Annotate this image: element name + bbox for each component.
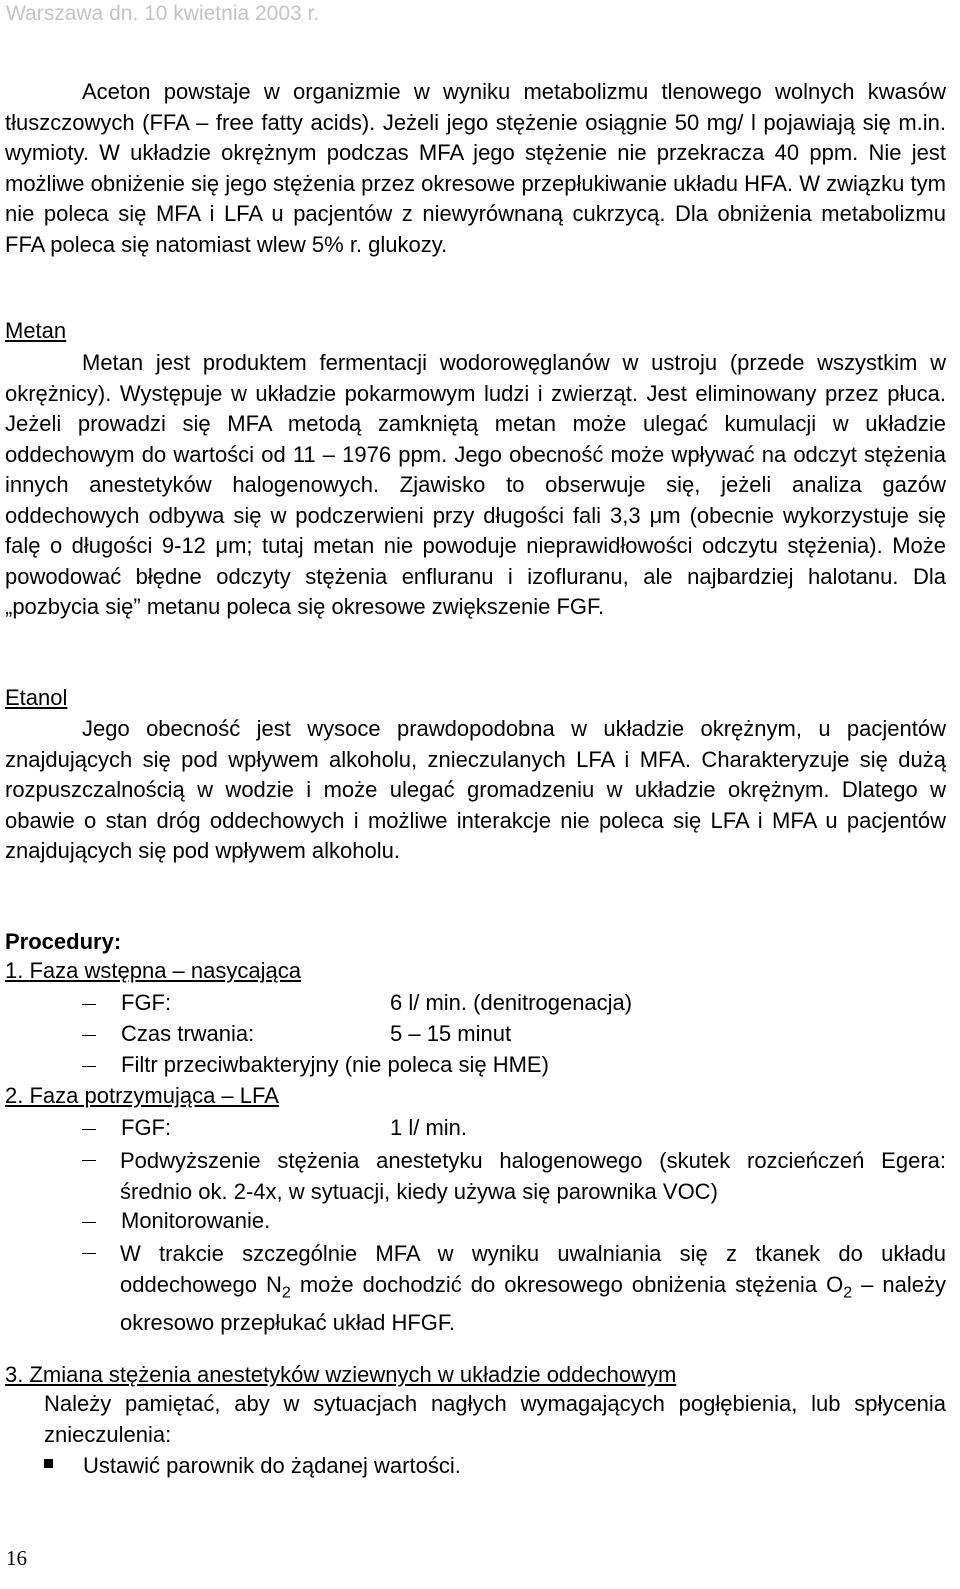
dash-bullet-icon bbox=[82, 1222, 96, 1223]
step1-fgf-label: FGF: bbox=[121, 990, 172, 1015]
procedury-heading: Procedury: bbox=[5, 929, 122, 954]
step2-podwyzszenie: Podwyższenie stężenia anestetyku halogenowego (skutek rozcieńczeń Egera: średnio ok. 2-4x, w sytuacji, kiedy używa się parownika VOC) bbox=[120, 1148, 946, 1204]
step3-paragraph: Należy pamiętać, aby w sytuacjach nagłych wymagających pogłębienia, lub spłycenia znieczulenia: bbox=[44, 1391, 946, 1447]
aceton-paragraph: Aceton powstaje w organizmie w wyniku metabolizmu tlenowego wolnych kwasów tłuszczowych (FFA – free fatty acids). Jeżeli jego stężenie osiągnie 50 mg/ l pojawiają się m.in. wymioty. W układzie okrężnym podczas MFA jego stężenie nie przekracza 40 ppm. Nie jest możliwe obniżenie się jego stężenia przez okresowe przepłukiwanie układu HFA. W związku tym nie poleca się MFA i LFA u pacjentów z niewyrównaną cukrzycą. Dla obniżenia metabolizmu FFA poleca się natomiast wlew 5% r. glukozy. bbox=[5, 79, 946, 257]
dash-bullet-icon bbox=[82, 1004, 96, 1005]
step1-czas-label: Czas trwania: bbox=[121, 1021, 255, 1046]
step2-fgf-label: FGF: bbox=[121, 1115, 172, 1140]
step2-monitorowanie: Monitorowanie. bbox=[121, 1208, 271, 1233]
dash-bullet-icon bbox=[82, 1129, 96, 1130]
step3-title: 3. Zmiana stężenia anestetyków wziewnych w układzie oddechowym bbox=[5, 1362, 677, 1387]
step3-bullet-text: Ustawić parownik do żądanej wartości. bbox=[83, 1453, 461, 1478]
dash-bullet-icon bbox=[82, 1160, 96, 1161]
step2-w-trakcie bbox=[120, 1239, 946, 1339]
step2-w-trakcie-part-b: może dochodzić do okresowego obniżenia stężenia O bbox=[290, 1271, 844, 1297]
step1-czas-value: 5 – 15 minut bbox=[390, 1021, 512, 1046]
step1-fgf-value: 6 l/ min. (denitrogenacja) bbox=[390, 990, 633, 1015]
step2-title: 2. Faza potrzymująca – LFA bbox=[5, 1083, 279, 1108]
dash-bullet-icon bbox=[82, 1066, 96, 1067]
dash-bullet-icon bbox=[82, 1035, 96, 1036]
step2-w-trakcie-part-a: W trakcie szczególnie MFA w wyniku uwalniania się z tkanek do układu oddechowego N bbox=[120, 1241, 946, 1297]
metan-paragraph: Metan jest produktem fermentacji wodorowęglanów w ustroju (przede wszystkim w okrężnicy). Występuje w układzie pokarmowym ludzi i zwierząt. Jest eliminowany przez płuca. Jeżeli prowadzi się MFA metodą zamkniętą metan może ulegać kumulacji w układzie oddechowym do wartości od 11 – 1976 ppm. Jego obecność może wpływać na odczyt stężenia innych anestetyków halogenowych. Zjawisko to obserwuje się, jeżeli analiza gazów oddechowych odbywa się w podczerwieni przy długości fali 3,3 μm (obecnie wykorzystuje się falę o długości 9-12 μm; tutaj metan nie powoduje nieprawidłowości odczytu stężenia). Może powodować błędne odczyty stężenia enfluranu i izofluranu, ale najbardziej halotanu. Dla „pozbycia się” metanu poleca się okresowe zwiększenie FGF. bbox=[5, 350, 946, 619]
etanol-paragraph: Jego obecność jest wysoce prawdopodobna w układzie okrężnym, u pacjentów znajdujących się pod wpływem alkoholu, znieczulanych LFA i MFA. Charakteryzuje się dużą rozpuszczalnością w wodzie i może ulegać gromadzeniu w układzie okrężnym. Dlatego w obawie o stan dróg oddechowych i możliwe interakcje nie poleca się LFA i MFA u pacjentów znajdujących się pod wpływem alkoholu. bbox=[5, 716, 946, 863]
step2-fgf-value: 1 l/ min. bbox=[390, 1115, 468, 1140]
dash-bullet-icon bbox=[82, 1253, 96, 1254]
step1-title: 1. Faza wstępna – nasycająca bbox=[5, 958, 301, 983]
subscript-2-oxygen: 2 bbox=[843, 1283, 853, 1301]
step2-w-trakcie-part-c: – należy okresowo przepłukać układ HFGF. bbox=[120, 1271, 946, 1336]
section-title-etanol: Etanol bbox=[5, 685, 68, 710]
page-number: 16 bbox=[6, 1546, 27, 1570]
square-bullet-icon bbox=[44, 1459, 53, 1468]
page-header-date: Warszawa dn. 10 kwietnia 2003 r. bbox=[6, 2, 320, 25]
step1-filtr: Filtr przeciwbakteryjny (nie poleca się HME) bbox=[121, 1052, 549, 1077]
subscript-2-nitrogen: 2 bbox=[281, 1283, 291, 1301]
section-title-metan: Metan bbox=[5, 318, 67, 343]
